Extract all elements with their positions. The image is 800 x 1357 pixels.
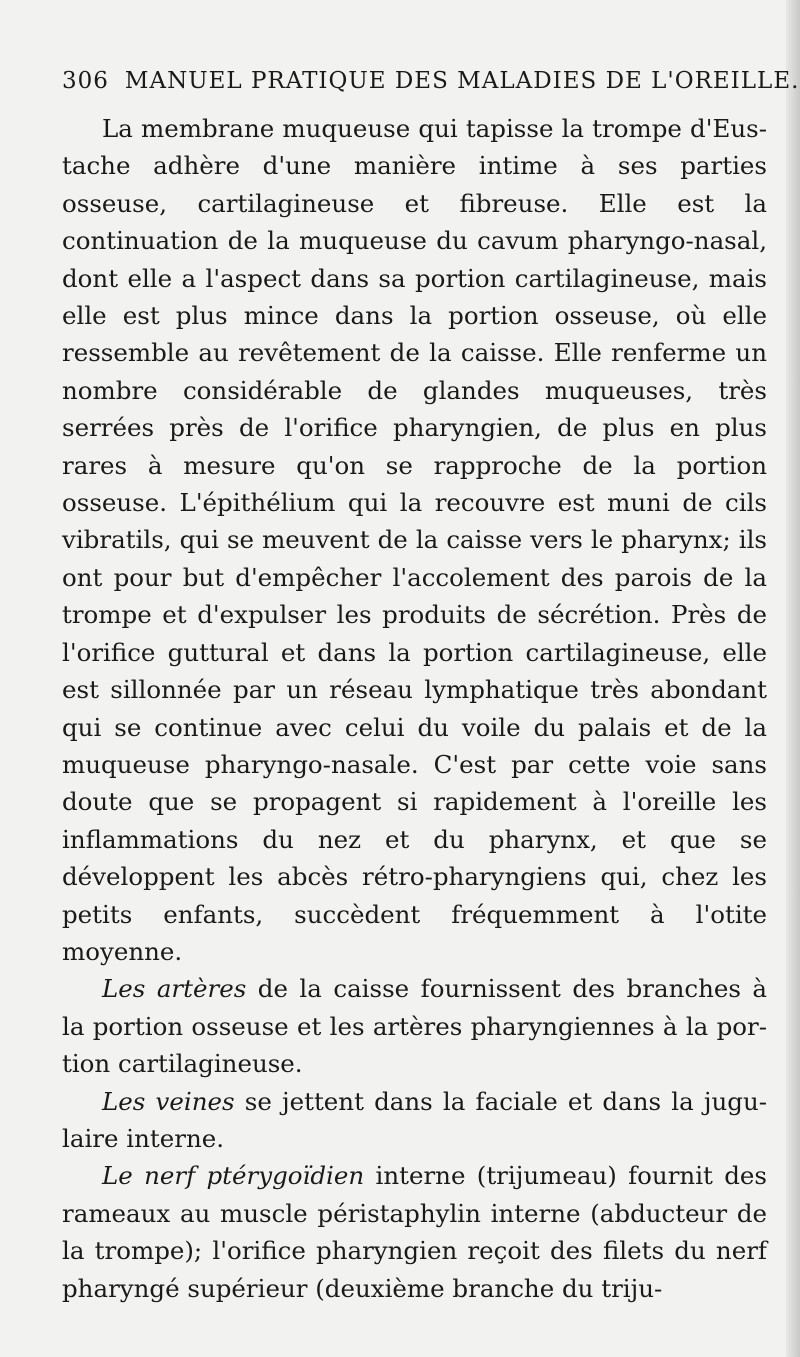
paragraph-lead: Le nerf ptérygoïdien [102,1161,365,1191]
paragraph-lead: Les veines [102,1086,235,1116]
body-text [62,110,767,1307]
page-header [62,68,800,102]
running-title: MANUEL PRATIQUE DES MALADIES DE L'OREILLE. [124,68,800,94]
paragraph-nerves [62,1157,767,1307]
paragraph-text: se jettent dans la faciale et dans la jugulaire interne. [62,1086,767,1153]
paragraph-text: de la caisse fournissent des branches à la portion osseuse et les artères pharyngiennes à la portion cartilagineuse. [62,974,768,1079]
paragraph-text: La membrane muqueuse qui tapisse la trompe d'Eustache adhère d'une manière intime à ses parties osseuse, cartilagineuse et fibreuse. Elle est la continuation de la muqueuse du cavum pharyngo-nasal, dont elle a l'aspect dans sa portion cartilagineuse, mais elle est plus mince dans la portion osseuse, où elle ressemble au revêtement de la caisse. Elle renferme un nombre considérable de glandes muqueuses, très serrées près de l'orifice pharyngien, de plus en plus rares à mesure qu'on se rapproche de la portion osseuse. L'épithélium qui la recouvre est muni de cils vibratils, qui se meuvent de la caisse vers le pharynx; ils ont pour but d'empêcher l'accolement des parois de la trompe et d'expulser les produits de sécrétion. Près de l'orifice guttural et dans la portion cartilagineuse, elle est sillonnée par un réseau lymphatique très abondant qui se continue avec celui du voile du palais et de la muqueuse pharyngo-nasale. C'est par cette voie sans doute que se propagent si rapidement à l'oreille les inflammations du nez et du pharynx, et que se développent les abcès rétro-pharyngiens qui, chez les petits enfants, succèdent fréquemment à l'otite moyenne. [62,114,767,966]
paragraph-arteries [62,970,767,1082]
paragraph-veins [62,1083,767,1158]
paragraph-mucous-membrane [62,110,767,970]
page-edge-shadow [786,0,800,1357]
paragraph-text: interne (trijumeau) fournit des rameaux au muscle péristaphylin interne (abducteur de la trompe); l'orifice pharyngien reçoit des filets du nerf pharyngé supérieur (deuxième branche du triju- [62,1161,767,1303]
page-number: 306 [62,68,109,94]
paragraph-lead: Les artères [102,974,247,1004]
